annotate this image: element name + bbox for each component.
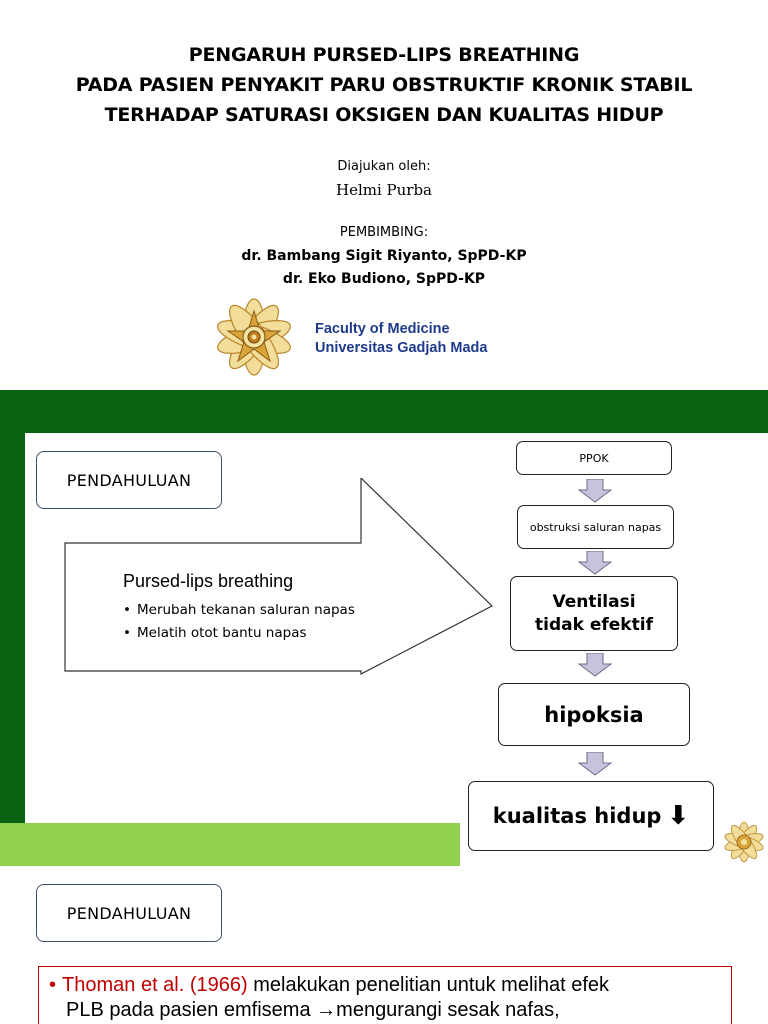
slide-title [0, 40, 768, 130]
faculty-name [315, 320, 487, 358]
title-slide [0, 0, 768, 390]
flow-box-ppok: PPOK [516, 441, 672, 475]
arrow-content [123, 569, 355, 645]
flow-down-arrow-icon [578, 653, 612, 677]
flow-box-ventilation-label: Ventilasi tidak efektif [535, 591, 653, 635]
faculty-line-1: Faculty of Medicine [315, 321, 450, 337]
flow-down-arrow-icon [578, 479, 612, 503]
section-label: PENDAHULUAN [36, 884, 222, 942]
text-box [38, 966, 732, 1024]
flow-down-arrow-icon [578, 551, 612, 575]
advisor-label: PEMBIMBING: [339, 225, 429, 240]
list-item: • Merubah tekanan saluran napas [123, 599, 355, 622]
text-part-1: melakukan penelitian untuk melihat efek [247, 974, 609, 996]
intro-slide-2 [0, 866, 768, 1024]
ugm-seal-icon [200, 296, 308, 378]
title-line-2: PADA PASIEN PENYAKIT PARU OBSTRUKTIF KRONIK STABIL [75, 74, 693, 96]
faculty-line-2: Universitas Gadjah Mada [315, 340, 488, 356]
arrow-bullet-list [123, 599, 355, 645]
flow-box-quality-label: kualitas hidup [492, 804, 662, 828]
advisor-2: dr. Eko Budiono, SpPD-KP [282, 271, 486, 287]
title-line-1: PENGARUH PURSED-LIPS BREATHING [188, 44, 580, 66]
bottom-band [0, 823, 460, 866]
title-line-3: TERHADAP SATURASI OKSIGEN DAN KUALITAS HIDUP [104, 104, 664, 126]
submitted-by-label: Diajukan oleh: [337, 159, 431, 174]
intro-slide [0, 390, 768, 866]
flow-box-quality-of-life [468, 781, 714, 851]
flow-box-obstruction: obstruksi saluran napas [517, 505, 674, 549]
ugm-seal-small-icon [722, 820, 766, 864]
text-part-2: PLB pada pasien emfisema [66, 999, 317, 1021]
arrow-title: Pursed-lips breathing [123, 571, 294, 591]
arrow-right-icon: → [316, 999, 337, 1021]
advisor-1: dr. Bambang Sigit Riyanto, SpPD-KP [241, 248, 527, 264]
body-text [49, 973, 725, 1023]
flow-box-hypoxia: hipoksia [498, 683, 690, 746]
author-name: Helmi Purba [335, 181, 432, 199]
citation: Thoman et al. (1966) [62, 974, 248, 996]
down-arrow-icon: ⬇ [667, 801, 690, 831]
list-item: • Melatih otot bantu napas [123, 622, 355, 645]
flow-down-arrow-icon [578, 752, 612, 776]
flow-box-ventilation [510, 576, 678, 651]
bullet-icon: • [49, 974, 57, 996]
text-part-3: mengurangi sesak nafas, [336, 999, 560, 1021]
section-label: PENDAHULUAN [36, 451, 222, 509]
